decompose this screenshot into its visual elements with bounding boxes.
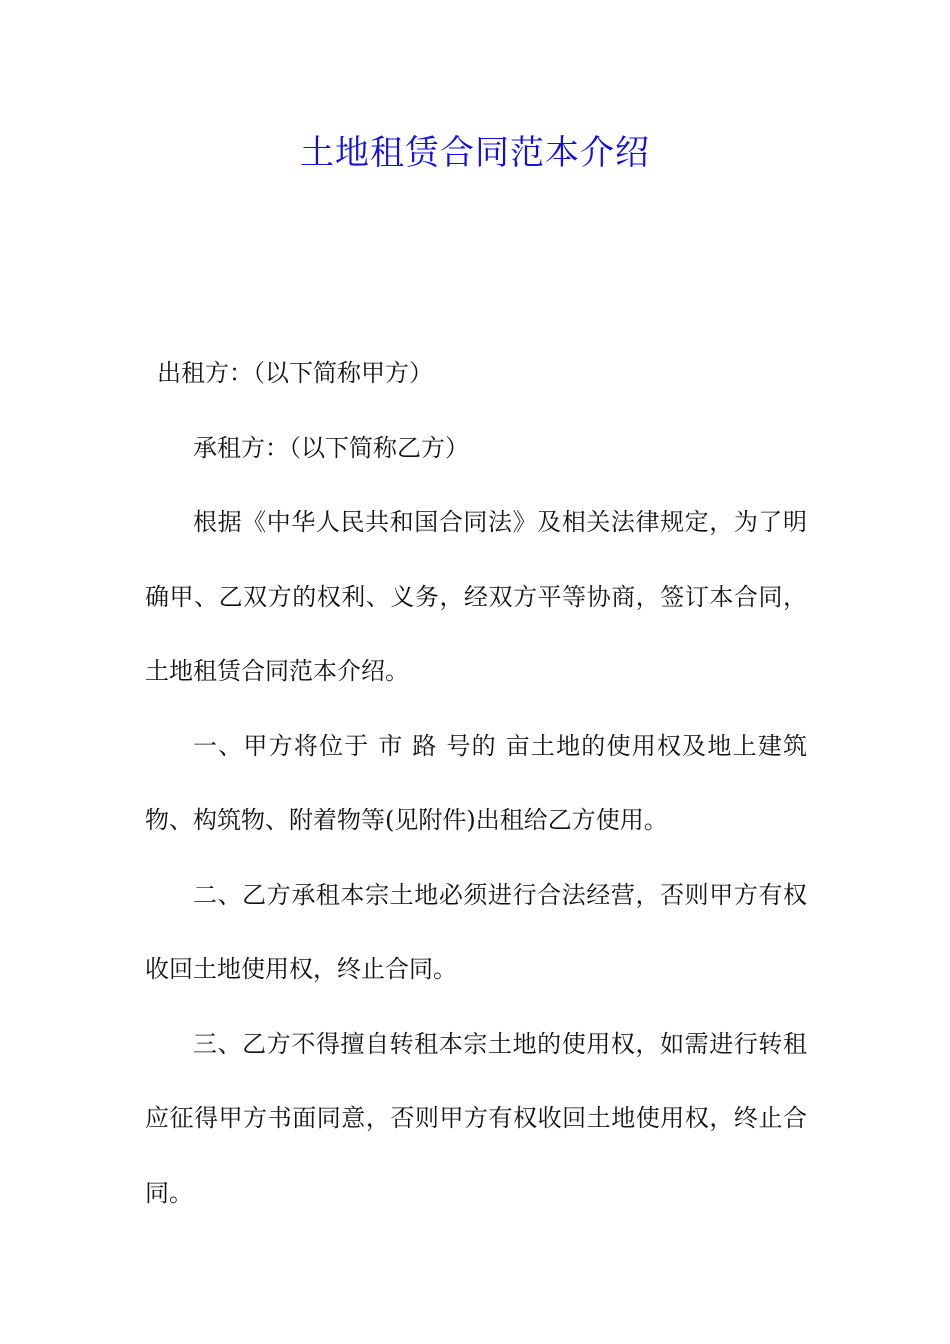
lessee-line: 承租方：（以下简称乙方） [193,433,469,462]
document-title: 土地租赁合同范本介绍 [300,133,650,173]
preamble-paragraph: 根据《中华人民共和国合同法》及相关法律规定，为了明确甲、乙双方的权利、义务，经双方平等协商，签订本合同，土地租赁合同范本介绍。 [145,508,807,685]
contract-body [145,336,807,1230]
clause-1: 一、甲方将位于 市 路 号的 亩土地的使用权及地上建筑物、构筑物、附着物等(见附件)出租给乙方使用。 [145,731,807,834]
clause-3: 三、乙方不得擅自转租本宗土地的使用权，如需进行转租应征得甲方书面同意，否则甲方有权收回土地使用权，终止合同。 [145,1029,807,1207]
lessor-line: 出租方：（以下简称甲方） [157,359,433,387]
clause-2: 二、乙方承租本宗土地必须进行合法经营，否则甲方有权收回土地使用权，终止合同。 [145,880,807,983]
